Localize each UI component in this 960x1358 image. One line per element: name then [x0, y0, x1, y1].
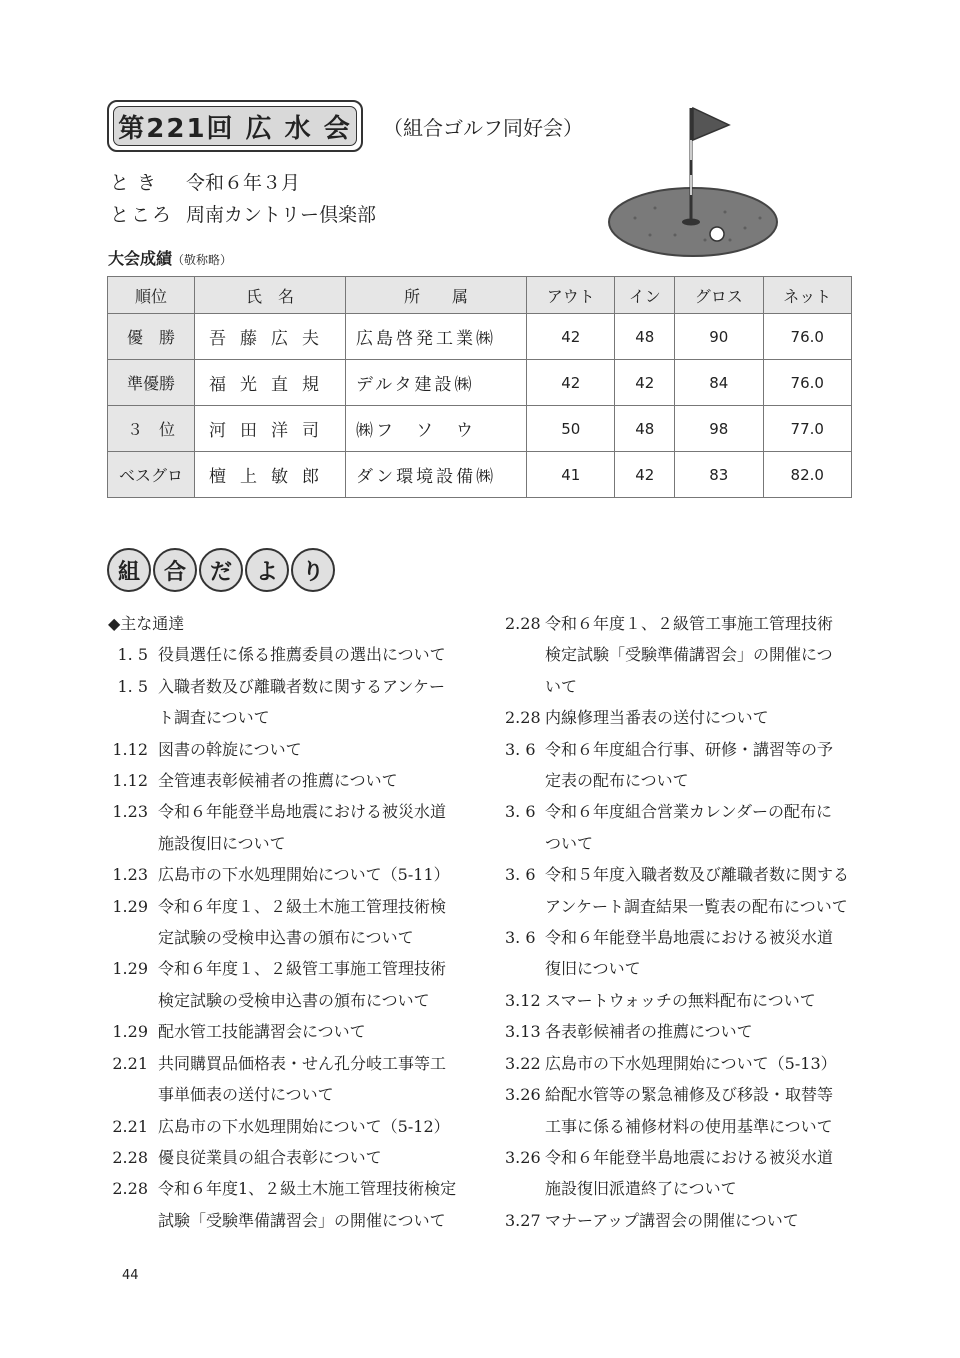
gross-cell: 98: [675, 406, 763, 452]
news-heading: [107, 548, 335, 592]
rank-cell: 準優勝: [108, 360, 195, 406]
event-where: [110, 200, 376, 227]
notice-line: 復旧について: [545, 959, 641, 979]
rank-cell: 優 勝: [108, 314, 195, 360]
notice-date: 1.29: [112, 959, 148, 979]
notice-line: 広島市の下水処理開始について（5-12）: [158, 1116, 450, 1136]
notice-date: 3. 6: [505, 802, 536, 822]
list-item: [505, 734, 860, 797]
notice-line: 広島市の下水処理開始について（5-11）: [158, 865, 450, 885]
net-cell: 77.0: [763, 406, 851, 452]
notice-text: [158, 1173, 473, 1236]
list-item: [108, 734, 473, 765]
event-when: [110, 168, 300, 195]
notice-date: 1.12: [112, 739, 148, 759]
heading-char: だ: [199, 548, 243, 592]
notice-line: 令和６年能登半島地震における被災水道: [545, 928, 834, 948]
in-cell: 42: [615, 360, 675, 406]
notice-line: 令和６年能登半島地震における被災水道: [158, 802, 447, 822]
notice-date: 1.23: [112, 802, 148, 822]
notice-text: [545, 734, 860, 797]
out-cell: 41: [527, 452, 615, 498]
event-title: 第221回 広 水 会: [113, 106, 357, 146]
notice-line: ついて: [545, 833, 594, 853]
notice-line: マナーアップ講習会の開催について: [545, 1210, 799, 1230]
notice-line: 令和６年度1、２級土木施工管理技術検定: [158, 1179, 457, 1199]
event-subtitle: （組合ゴルフ同好会）: [383, 116, 583, 140]
notice-line: 令和６年度１、２級土木施工管理技術検: [158, 896, 447, 916]
notice-text: [158, 1142, 473, 1173]
list-item: [108, 1173, 473, 1236]
notice-text: [545, 796, 860, 859]
notice-line: 共同購買品価格表・せん孔分岐工事等工: [158, 1053, 447, 1073]
rank-cell: ３ 位: [108, 406, 195, 452]
name-cell: 河田洋司: [195, 406, 346, 452]
list-item: [108, 639, 473, 670]
notice-text: [158, 1048, 473, 1111]
notice-date: 3. 6: [505, 865, 536, 885]
list-item: [505, 1205, 860, 1236]
page-number: 44: [122, 1268, 139, 1283]
notice-line: スマートウォッチの無料配布について: [545, 990, 816, 1010]
list-item: [108, 1111, 473, 1142]
notice-date: 1.23: [112, 865, 148, 885]
notice-text: [158, 796, 473, 859]
notice-date: 3.26: [505, 1085, 541, 1105]
notice-line: アンケート調査結果一覧表の配布について: [545, 896, 848, 916]
in-cell: 48: [615, 406, 675, 452]
notice-line: 広島市の下水処理開始について（5-13）: [545, 1053, 837, 1073]
notice-text: [158, 859, 473, 890]
when-label: とき: [110, 172, 165, 194]
notice-text: [545, 1142, 860, 1205]
list-item: [505, 922, 860, 985]
notice-date: 3. 6: [505, 739, 536, 759]
list-item: [108, 1142, 473, 1173]
results-heading: [108, 246, 232, 269]
net-cell: 76.0: [763, 314, 851, 360]
table-row: [108, 406, 852, 452]
notice-date: 1. 5: [117, 645, 148, 665]
notice-line: 令和６年能登半島地震における被災水道: [545, 1147, 834, 1167]
notice-text: [158, 765, 473, 796]
list-item: [505, 985, 860, 1016]
notice-text: [545, 859, 860, 922]
where-value: 周南カントリー倶楽部: [186, 204, 377, 226]
notice-text: [158, 953, 473, 1016]
list-item: [108, 1048, 473, 1111]
gross-cell: 90: [675, 314, 763, 360]
notice-date: 3. 6: [505, 928, 536, 948]
notice-line: 令和６年度組合営業カレンダーの配布に: [545, 802, 832, 822]
list-item: [108, 765, 473, 796]
list-item: [505, 608, 860, 702]
heading-char: よ: [245, 548, 289, 592]
notice-text: [158, 734, 473, 765]
where-label: ところ: [110, 204, 174, 226]
notice-text: [158, 671, 473, 734]
gross-cell: 84: [675, 360, 763, 406]
net-cell: 82.0: [763, 452, 851, 498]
notice-text: [158, 891, 473, 954]
notice-date: 2.28: [505, 708, 541, 728]
notice-text: [545, 985, 860, 1016]
affiliation-cell: ダン環境設備㈱: [346, 452, 527, 498]
notice-date: 1.29: [112, 896, 148, 916]
affiliation-cell: 広島啓発工業㈱: [346, 314, 527, 360]
notice-text: [545, 702, 860, 733]
notice-line: 令和６年度１、２級管工事施工管理技術: [545, 614, 834, 633]
name-cell: 吾藤広夫: [195, 314, 346, 360]
notice-line: 配水管工技能講習会について: [158, 1022, 366, 1042]
list-item: [505, 859, 860, 922]
col-in: イン: [615, 277, 675, 314]
out-cell: 42: [527, 314, 615, 360]
notice-date: 3.13: [505, 1022, 541, 1042]
notice-date: 1.12: [112, 771, 148, 791]
notice-line: 施設復旧派遣終了について: [545, 1179, 737, 1199]
table-row: [108, 360, 852, 406]
golf-flag-icon: [605, 100, 780, 260]
list-item: [505, 1079, 860, 1142]
rank-cell: ベスグロ: [108, 452, 195, 498]
list-item: [108, 953, 473, 1016]
list-item: [108, 796, 473, 859]
list-item: [108, 671, 473, 734]
table-row: [108, 314, 852, 360]
heading-char: 合: [153, 548, 197, 592]
heading-char: り: [291, 548, 335, 592]
in-cell: 48: [615, 314, 675, 360]
list-item: [505, 1016, 860, 1047]
notice-line: 令和６年度組合行事、研修・講習等の予: [545, 739, 834, 759]
notice-line: 優良従業員の組合表彰について: [158, 1147, 382, 1167]
list-item: [108, 1016, 473, 1047]
table-row: [108, 452, 852, 498]
when-value: 令和６年３月: [186, 172, 301, 194]
results-table: [107, 276, 852, 498]
notice-line: 令和５年度入職者数及び離職者数に関する: [545, 865, 850, 885]
col-gross: グロス: [675, 277, 763, 314]
notice-line: 令和６年度１、２級管工事施工管理技術: [158, 959, 447, 979]
results-heading-text: 大会成績: [108, 249, 173, 268]
col-out: アウト: [527, 277, 615, 314]
notice-text: [158, 639, 473, 670]
notice-date: 2.28: [112, 1179, 148, 1199]
notice-text: [545, 922, 860, 985]
list-item: [108, 891, 473, 954]
notice-date: 2.21: [112, 1053, 148, 1073]
notice-line: いて: [545, 676, 578, 696]
notice-date: 1. 5: [117, 676, 148, 696]
affiliation-cell: デルタ建設㈱: [346, 360, 527, 406]
section-label: ◆主な通達: [108, 614, 185, 633]
col-name: 氏 名: [195, 277, 346, 314]
news-list-right: [505, 608, 860, 1236]
notice-date: 2.28: [112, 1147, 148, 1167]
notice-line: 定試験の受検申込書の頒布について: [158, 928, 414, 948]
notice-line: 給配水管等の緊急補修及び移設・取替等: [545, 1085, 834, 1105]
notice-text: [545, 1016, 860, 1047]
notice-text: [158, 1111, 473, 1142]
notice-text: [158, 1016, 473, 1047]
list-item: [505, 702, 860, 733]
notice-line: 定表の配布について: [545, 771, 689, 791]
notice-date: 2.21: [112, 1116, 148, 1136]
list-item: [505, 796, 860, 859]
notice-line: 図書の斡旋について: [158, 739, 302, 759]
event-title-box: [107, 100, 363, 152]
col-rank: 順位: [108, 277, 195, 314]
notice-date: 3.22: [505, 1053, 541, 1073]
notice-line: 内線修理当番表の送付について: [545, 708, 769, 728]
notice-text: [545, 1079, 860, 1142]
out-cell: 50: [527, 406, 615, 452]
notice-line: 工事に係る補修材料の使用基準について: [545, 1116, 833, 1136]
col-affiliation: 所 属: [346, 277, 527, 314]
in-cell: 42: [615, 452, 675, 498]
news-list-left: [108, 608, 473, 1236]
out-cell: 42: [527, 360, 615, 406]
notice-text: [545, 1205, 860, 1236]
name-cell: 福光直規: [195, 360, 346, 406]
notice-line: 施設復旧について: [158, 833, 286, 853]
notice-line: ト調査について: [158, 708, 270, 728]
col-net: ネット: [763, 277, 851, 314]
list-item: [505, 1048, 860, 1079]
notice-line: 事単価表の送付について: [158, 1085, 334, 1105]
notice-line: 全管連表彰候補者の推薦について: [158, 771, 398, 791]
heading-char: 組: [107, 548, 151, 592]
notice-line: 入職者数及び離職者数に関するアンケー: [158, 676, 446, 696]
list-item: [505, 1142, 860, 1205]
notice-date: 1.29: [112, 1022, 148, 1042]
notice-line: 役員選任に係る推薦委員の選出について: [158, 645, 446, 665]
affiliation-cell: ㈱フ ソ ウ: [346, 406, 527, 452]
gross-cell: 83: [675, 452, 763, 498]
notice-date: 2.28: [505, 614, 541, 633]
notice-date: 3.12: [505, 990, 541, 1010]
notice-line: 検定試験「受験準備講習会」の開催につ: [545, 645, 833, 665]
notice-text: [545, 1048, 860, 1079]
notice-date: 3.27: [505, 1210, 541, 1230]
net-cell: 76.0: [763, 360, 851, 406]
notice-line: 各表彰候補者の推薦について: [545, 1022, 753, 1042]
list-item: [108, 859, 473, 890]
name-cell: 檀上敏郎: [195, 452, 346, 498]
notice-line: 検定試験の受検申込書の頒布について: [158, 990, 430, 1010]
notice-line: 試験「受験準備講習会」の開催について: [158, 1210, 446, 1230]
notice-date: 3.26: [505, 1147, 541, 1167]
results-note: （敬称略）: [172, 253, 233, 267]
notice-text: [545, 608, 860, 702]
table-header-row: [108, 277, 852, 314]
